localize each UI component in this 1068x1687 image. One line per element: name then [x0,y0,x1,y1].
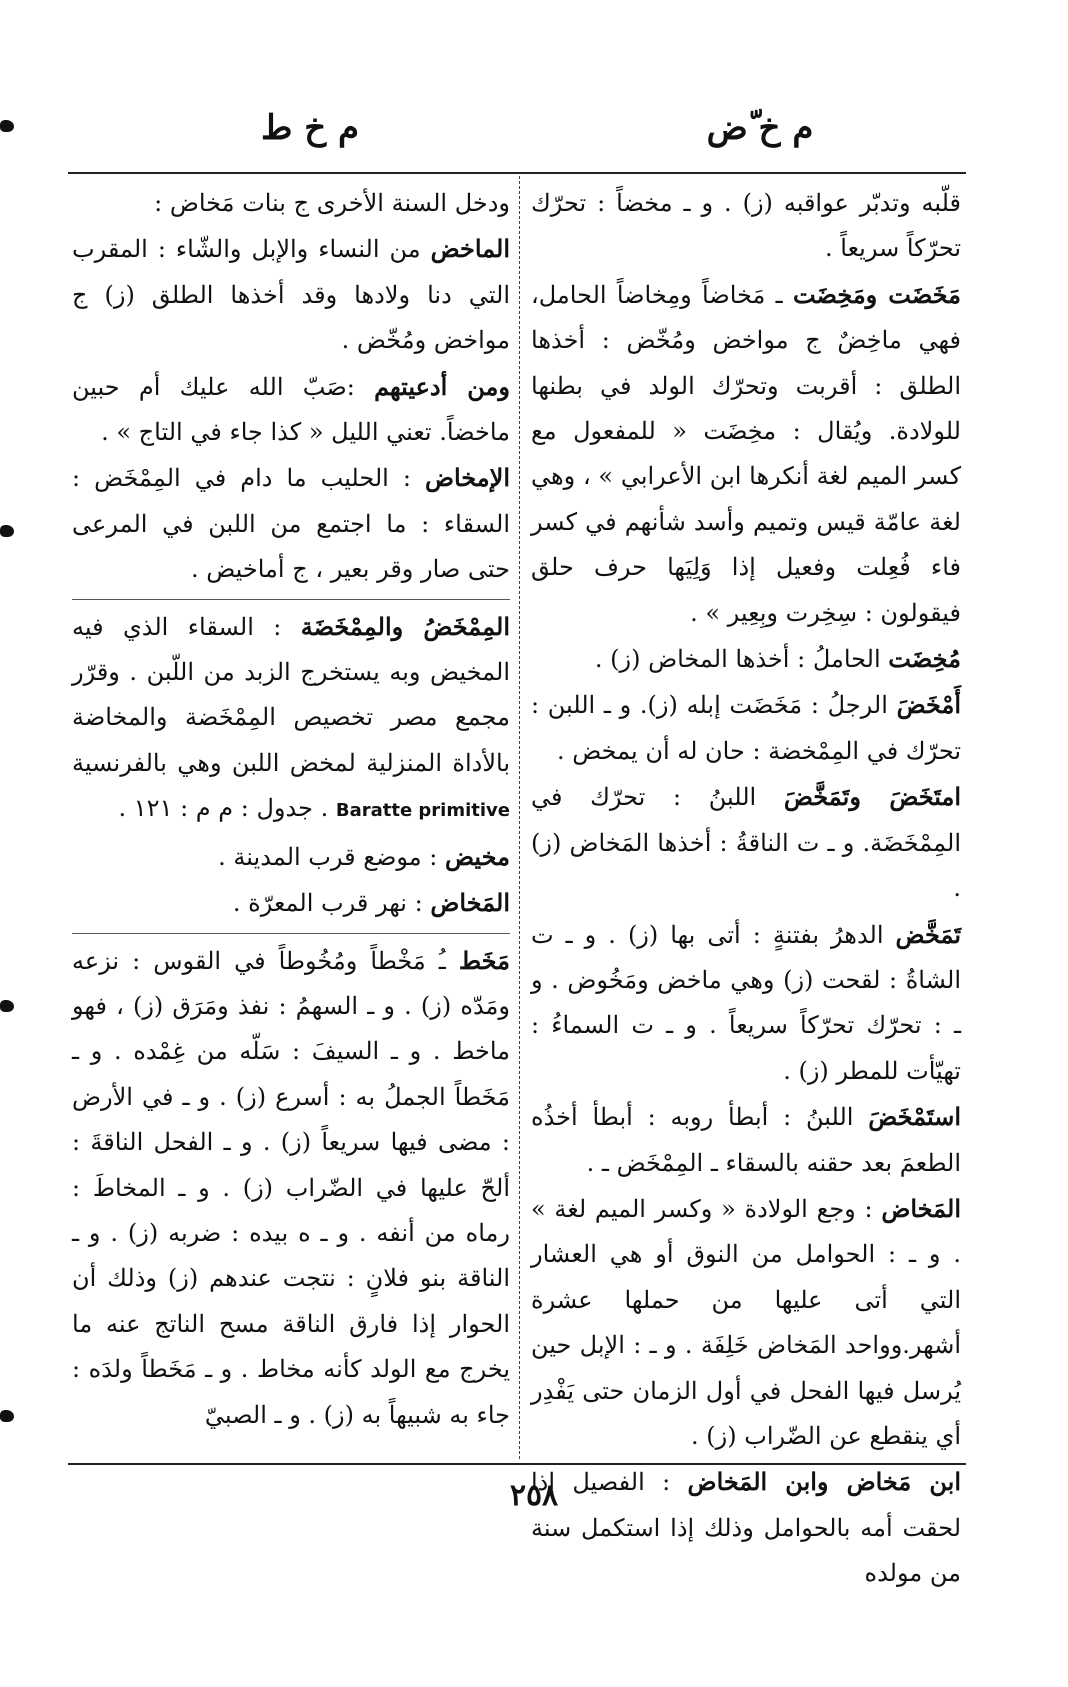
entry [531,774,961,911]
definition: الحاملُ : أخذها المخاض (ز) . [594,645,889,674]
scan-mark [0,525,14,537]
definition: اللبنُ : تحرّك في المِمْخَضَة. و ـ ت الناقةُ : أخذها المَخاض (ز) . [531,783,961,903]
entry [72,880,510,926]
page-number: ٢٥٨ [509,1478,559,1513]
headword: المَخاض [881,1193,961,1223]
entry [531,1459,961,1596]
headword: مخيض [445,841,510,871]
left-column [72,180,510,1458]
entry [531,1094,961,1186]
definition: اللبنُ : أبطأ روبه : أبطأ أخذُه الطعمَ بعد حقنه بالسقاء ـ المِمْخَض ـ . [531,1103,961,1177]
definition: : وجع الولادة « وكسر الميم لغة » . و ـ : الحوامل من النوق أو هي العشار التي أتى عليها من حملها عشرة أشهر.وواحد المَخاض خَلِفَة . و ـ : الإبل حين يُرسل فيها الفحل في أول الزمان حتى يَفْدِر أي ينقطع عن الضّراب (ز) . [531,1194,962,1450]
definition: : الحليب ما دام في المِمْخَض : السقاء : ما اجتمع من اللبن في المرعى حتى صار وقر بعير ، ج أماخيض . [72,464,510,584]
headword: امتَخَضَ وتَمَخَّضَ [783,782,961,812]
top-rule [68,172,966,174]
entry [531,1186,961,1459]
entry [72,226,510,363]
definition: :صَبّ الله عليك أم حبين ماخضاً. تعني الليل « كذا جاء في التاج » . [72,372,510,447]
headword: الإمخاض [424,463,510,493]
entry [531,636,961,682]
entry [72,834,510,880]
scan-mark [0,1000,14,1012]
scan-mark [0,1410,14,1422]
definition: : الفصيل إذا لحقت أمه بالحوامل وذلك إذا استكمل سنة من مولده [531,1468,961,1588]
definition: : السقاء الذي فيه المخيض وبه يستخرج الزبد من اللّبن . وقرّر مجمع مصر تخصيص المِمْخَضة والمخاضة بالأداة المنزلية لمخض اللبن وهي بالفرنسية [72,612,510,777]
headword: مُخِضَت [888,644,961,674]
entry [72,364,510,456]
definition: : موضع قرب المدينة . [218,842,445,871]
definition: ودخل السنة الأخرى ج بنات مَخاض : [154,189,510,217]
headword: مَخَضَت ومَخِضَت [792,279,961,309]
entry [531,272,961,636]
definition: ـ مَخاضاً ومِخاضاً الحامل، فهي ماخِضٌ ج مواخض ومُخّض : أخذها الطلق : أقربت وتحرّك الولد في بطنها للولادة. ويُقال : مخِضَت « للمفعول مع كسر الميم لغة أنكرها ابن الأعرابي » ، وهي لغة عامّة قيس وتميم وأسد شأنهم في كسر فاء فُعِلت وفعيل إذا وَلِيَها حرف حلق فيقولون : سِخِرت وبِعِير » . [531,280,961,627]
headword: استَمْخَضَ [868,1102,961,1132]
entry [72,455,510,592]
definition-tail: . جدول : م م : ١٢١ . [118,794,336,823]
definition: ـُ مَخْطاً ومُخُوطاً في القوس : نزعه ومَدّه (ز) . و ـ السهمُ : نفذ ومَرَق (ز) ، فهو ماخط . و ـ السيفَ : سَلّه من غِمْده . و ـ مَخَطاً الجملُ به : أسرع (ز) . و ـ في الأرض : مضى فيها سريعاً (ز) . و ـ الفحل الناقةَ : ألحّ عليها في الضّراب (ز) . و ـ المخاطَ : رماه من أنفه . و ـ ه بيده : ضربه (ز) . و ـ الناقة بنو فلانٍ : نتجت عندهم (ز) وذلك أن الحوار إذا فارق الناقة مسح الناتج عنه ما يخرج مع الولد كأنه مخاط . و ـ مَخَطاً ولدَه : جاء به شبيهاً به (ز) . و ـ الصبيّ [72,946,510,1429]
entry [531,682,961,774]
definition: من النساء والإبل والشّاء : المقرب التي دنا ولادها وقد أخذها الطلق (ز) ج مواخض ومُخّض . [72,235,510,355]
definition: الرجلُ : مَخَضَت إبله (ز). و ـ اللبن : تحرّك في المِمْخضة : حان له أن يمخض . [531,691,961,765]
headword: المَخاض [430,888,510,918]
headword: تَمَخَّض [895,919,961,949]
left-header-title: م خ ط [260,108,360,148]
definition: : نهر قرب المعرّة . [232,889,431,918]
definition: قلّبه وتدبّر عواقبه (ز) . و ـ مخضاً : تحرّك تحرّكاً سريعاً . [531,189,961,263]
right-header-title: م خ ّض [706,108,814,148]
headword: ومن أدعيتهم [374,371,510,401]
headword: ابن مَخاض وابن المَخاض [687,1467,961,1497]
entry [72,180,510,226]
column-divider [519,176,520,1459]
entry [531,180,961,272]
entry [531,912,961,1095]
headword: أَمْخَضَ [896,690,961,720]
entry [72,599,510,834]
scan-mark [0,120,14,132]
entry [72,933,510,1438]
definition: الدهرُ بفتنةٍ : أتى بها (ز) . و ـ ت الشاةُ : لقحت (ز) وهي ماخض ومَخُوض . و ـ : تحرّك تحرّكاً سريعاً . و ـ ت السماءُ : تهيّأت للمطر (ز) . [531,920,961,1085]
headword: المِمْخَضُ والمِمْخَضَة [300,611,510,641]
headword: الماخض [430,234,510,264]
french-term: Baratte primitive [335,800,510,822]
headword: مَخَط [458,945,510,975]
